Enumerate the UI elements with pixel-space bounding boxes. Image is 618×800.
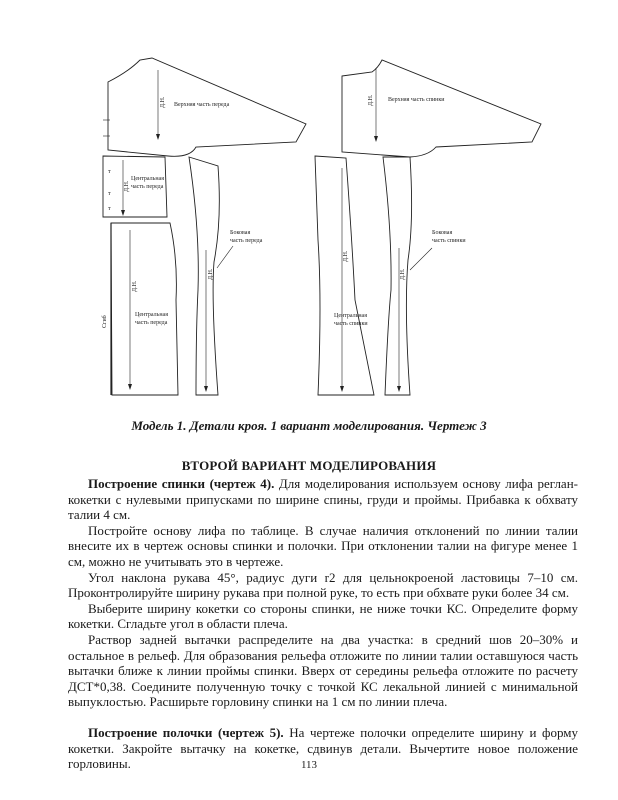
section-title: ВТОРОЙ ВАРИАНТ МОДЕЛИРОВАНИЯ [181, 458, 437, 473]
label-back-side-1: Боковая [432, 230, 453, 236]
label-back-upper: Верхняя часть спинки [388, 97, 445, 103]
back-side-piece [383, 157, 412, 395]
paragraph: Выберите ширину кокетки со стороны спинки, не ниже точки КС. Определите форму кокетки. Сгладьте угол в области плеча. [68, 600, 578, 632]
label-back-center-2: часть спинки [334, 321, 368, 327]
label-front-center-lower-1: Центральная [135, 312, 168, 318]
label-front-upper: Верхняя часть переда [174, 102, 230, 108]
front-center-lower-piece [111, 223, 178, 395]
label-grain-back-side: Д.Н. [400, 268, 406, 280]
back-center-piece [315, 156, 374, 395]
label-grain-back-center: Д.Н. [343, 250, 349, 262]
label-front-side-2: часть переда [230, 238, 263, 244]
label-grain-front-center: Д.Н. [124, 180, 130, 192]
front-side-piece [189, 157, 219, 395]
notch-mark: т [108, 169, 111, 175]
paragraph: Угол наклона рукава 45°, радиус дуги r2 для цельнокроеной ластовицы 7–10 см. Проконтролируйте ширину рукава при полной руке, то есть при обхвате руки более 34 см. [68, 569, 578, 601]
label-front-side-1: Боковая [230, 230, 251, 236]
label-back-side-2: часть спинки [432, 238, 466, 244]
figure-caption: Модель 1. Детали кроя. 1 вариант моделирования. Чертеж 3 [131, 418, 487, 433]
paragraph: Построение спинки (чертеж 4). Для моделирования используем основу лифа реглан-кокетки с нулевыми припусками по ширине спины, груди и проймы. Прибавка к обхвату талии 4 см. [68, 476, 578, 523]
notch-mark: т [108, 191, 111, 197]
label-grain-front-center-lower: Д.Н. [132, 280, 138, 292]
paragraph: Раствор задней вытачки распределите на два участка: в средний шов 20–30% и остальное в рельеф. Для образования рельефа отложите по линии талии оставшуюся часть вытачки ближе к линии проймы спинки. Вверх от середины рельефа отложите по расчету ДСТ*0,38. Соедините полученную точку с точкой КС лекальной линией с минимальной выпуклостью. Расширьте горловину спинки на 1 см по линии плеча. [68, 631, 578, 710]
label-front-center-lower-2: часть переда [135, 320, 168, 326]
body-text [68, 476, 578, 772]
label-fold: Сгиб [102, 315, 108, 328]
label-grain-front-side: Д.Н. [208, 268, 214, 280]
label-front-center-2: часть переда [131, 184, 164, 190]
back-upper-piece [342, 60, 541, 157]
notch-mark: т [108, 206, 111, 212]
label-grain-back-upper: Д.Н. [368, 94, 374, 106]
label-front-center-1: Центральная [131, 176, 164, 182]
paragraph: Построение полочки (чертеж 5). На чертеже полочки определите ширину и форму кокетки. Закройте вытачку на кокетке, сдвинув детали. Вычертите новое положение горловины. [68, 724, 579, 772]
label-grain-front-upper: Д.Н. [160, 96, 166, 108]
label-back-center-1: Центральная [334, 313, 367, 319]
page-number: 113 [300, 759, 318, 771]
paragraph: Постройте основу лифа по таблице. В случае наличия отклонений по линии талии внесите их в чертеж основы спинки и полочки. При отклонении талии на фигуре менее 1 см, можно не учитывать это в чертеже. [68, 522, 578, 569]
